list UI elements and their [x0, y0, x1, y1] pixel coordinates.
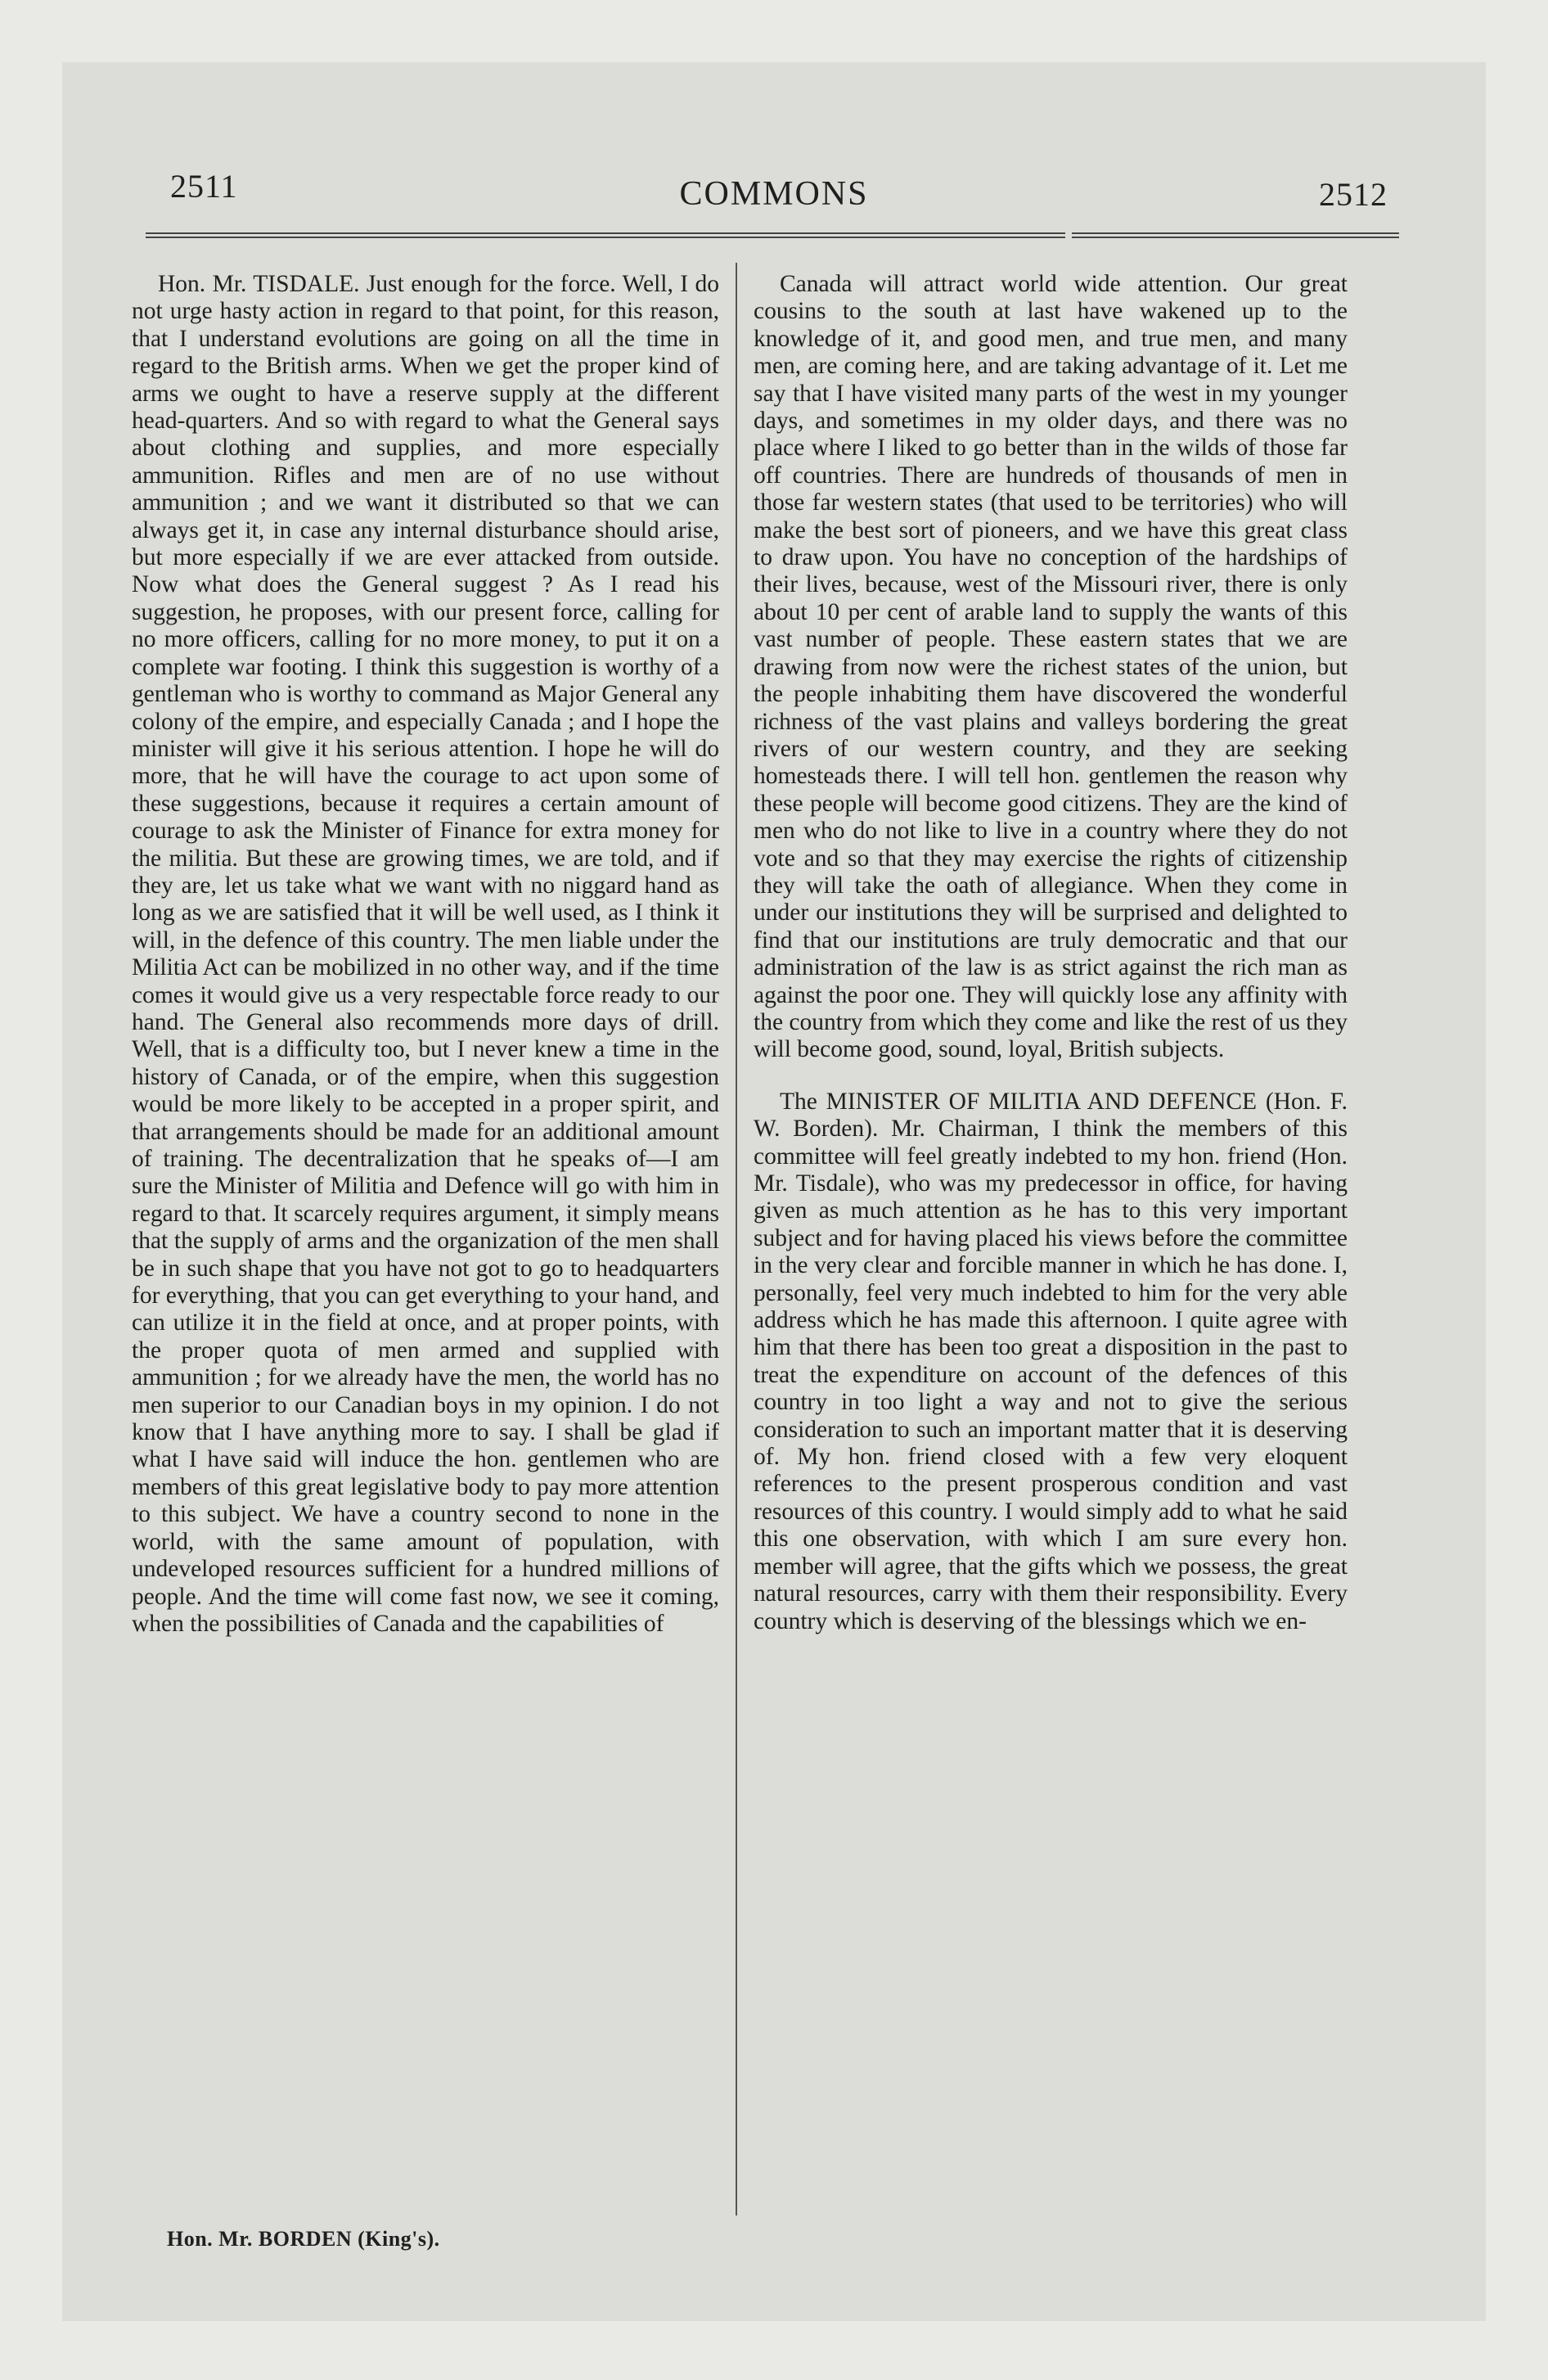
- page-title: COMMONS: [679, 175, 869, 213]
- left-column: [132, 271, 719, 1638]
- header-rule-right: [1072, 232, 1399, 238]
- page: [62, 62, 1486, 2321]
- right-paragraph-2: The MINISTER OF MILITIA AND DEFENCE (Hon. F. W. Borden). Mr. Chairman, I think the members of this committee will feel greatly indebted to my hon. friend (Hon. Mr. Tisdale), who was my predecessor in office, for having given as much attention as he has to this very important subject and for having placed his views before the committee in the very clear and forcible manner in which he has done. I, personally, feel very much indebted to him for the very able address which he has made this afternoon. I quite agree with him that there has been too great a disposition in the past to treat the expenditure on account of the defences of this country in too light a way and not to give the serious consideration to such an important matter that it is deserving of. My hon. friend closed with a few very eloquent references to the present prosperous condition and vast resources of this country. I would simply add to what he said this one observation, with which I am sure every hon. member will agree, that the gifts which we possess, the great natural resources, carry with them their responsibility. Every country which is deserving of the blessings which we en-: [754, 1088, 1348, 1634]
- right-column: [754, 271, 1348, 1635]
- header-rule-left: [146, 232, 1065, 238]
- right-paragraph-1: Canada will attract world wide attention. Our great cousins to the south at last have wakened up to the knowledge of it, and good men, and true men, and many men, are coming here, and are taking advantage of it. Let me say that I have visited many parts of the west in my younger days, and sometimes in my older days, and there was no place where I liked to go better than in the wilds of those far off countries. There are hundreds of thousands of men in those far western states (that used to be territories) who will make the best sort of pioneers, and we have this great class to draw upon. You have no conception of the hardships of their lives, because, west of the Missouri river, there is only about 10 per cent of arable land to supply the wants of this vast number of people. These eastern states that we are drawing from now were the richest states of the union, but the people inhabiting them have discovered the wonderful richness of the vast plains and valleys bordering the great rivers of our western country, and they are seeking homesteads there. I will tell hon. gentlemen the reason why these people will become good citizens. They are the kind of men who do not like to live in a country where they do not vote and so that they may exercise the rights of citizenship they will take the oath of allegiance. When they come in under our institutions they will be surprised and delighted to find that our institutions are truly democratic and that our administration of the law is as strict against the rich man as against the poor one. They will quickly lose any affinity with the country from which they come and like the rest of us they will become good, sound, loyal, British subjects.: [754, 271, 1348, 1063]
- left-paragraph-1: Hon. Mr. TISDALE. Just enough for the force. Well, I do not urge hasty action in regard to that point, for this reason, that I understand evolutions are going on all the time in regard to the British arms. When we get the proper kind of arms we ought to have a reserve supply at the different head-quarters. And so with regard to what the General says about clothing and supplies, and more especially ammunition. Rifles and men are of no use without ammunition ; and we want it distributed so that we can always get it, in case any internal disturbance should arise, but more especially if we are ever attacked from outside. Now what does the General suggest ? As I read his suggestion, he proposes, with our present force, calling for no more officers, calling for no more money, to put it on a complete war footing. I think this suggestion is worthy of a gentleman who is worthy to command as Major General any colony of the empire, and especially Canada ; and I hope the minister will give it his serious attention. I hope he will do more, that he will have the courage to act upon some of these suggestions, because it requires a certain amount of courage to ask the Minister of Finance for extra money for the militia. But these are growing times, we are told, and if they are, let us take what we want with no niggard hand as long as we are satisfied that it will be well used, as I think it will, in the defence of this country. The men liable under the Militia Act can be mobilized in no other way, and if the time comes it would give us a very respectable force ready to our hand. The General also recommends more days of drill. Well, that is a difficulty too, but I never knew a time in the history of Canada, or of the empire, when this suggestion would be more likely to be accepted in a proper spirit, and that arrangements should be made for an additional amount of training. The decentralization that he speaks of—I am sure the Minister of Militia and Defence will go with him in regard to that. It scarcely requires argument, it simply means that the supply of arms and the organization of the men shall be in such shape that you have not got to go to headquarters for everything, that you can get everything to your hand, and can utilize it in the field at once, and at proper points, with the proper quota of men armed and supplied with ammunition ; for we already have the men, the world has no men superior to our Canadian boys in my opinion. I do not know that I have anything more to say. I shall be glad if what I have said will induce the hon. gentlemen who are members of this great legislative body to pay more attention to this subject. We have a country second to none in the world, with the same amount of population, with undeveloped resources sufficient for a hundred millions of people. And the time will come fast now, we see it coming, when the possibilities of Canada and the capabilities of: [132, 271, 719, 1637]
- running-footer: Hon. Mr. BORDEN (King's).: [167, 2227, 440, 2251]
- right-page-number: 2512: [1319, 176, 1388, 213]
- column-divider: [736, 263, 737, 2215]
- left-page-number: 2511: [170, 168, 238, 205]
